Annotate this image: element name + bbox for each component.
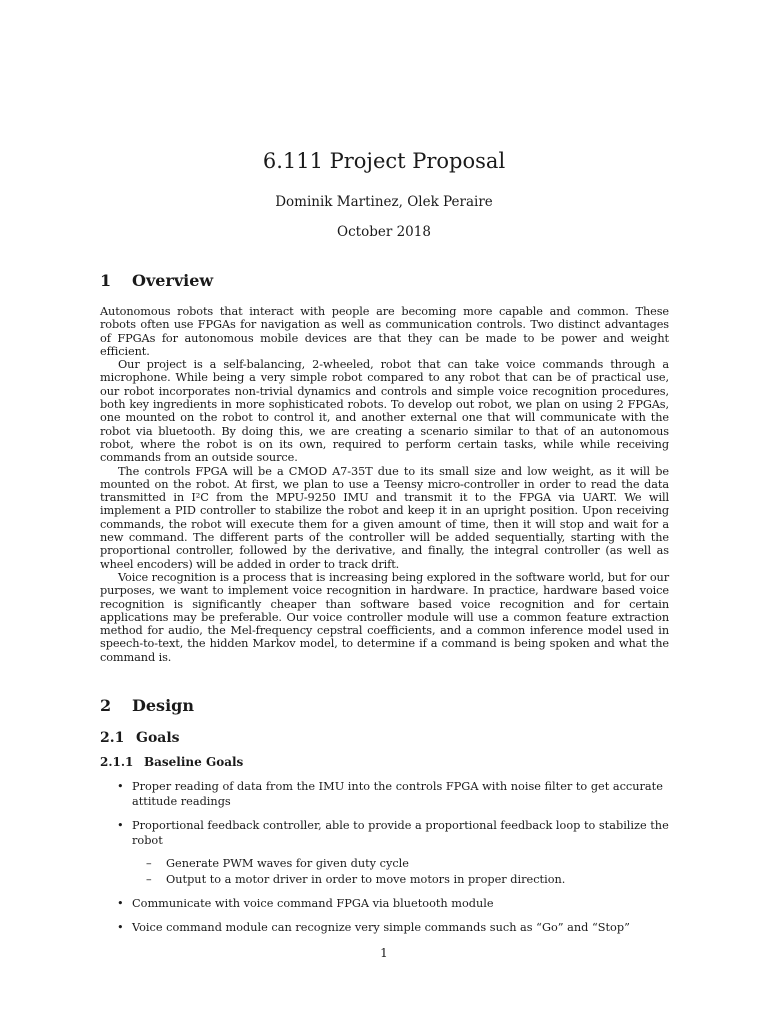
bullet-icon: • [117, 897, 124, 910]
bullet-icon: • [117, 780, 124, 793]
subsubsection-title: Baseline Goals [144, 755, 244, 769]
sub-list-item-text: Output to a motor driver in order to move motors in proper direction. [166, 873, 566, 886]
bullet-icon: • [117, 819, 124, 832]
paragraph: The controls FPGA will be a CMOD A7-35T due to its small size and low weight, as it will be mounted on the robot. At first, we plan to use a Teensy micro-controller in order to read the data transmitted in I²C from the MPU-9250 IMU and transmit it to the FPGA via UART. We will implement a PID controller to stabilize the robot and keep it in an upright position. Upon receiving commands, the robot will execute them for a given amount of time, then it will stop and wait for a new command. The different parts of the controller will be added sequentially, starting with the proportional controller, followed by the derivative, and finally, the integral controller (as well as wheel encoders) will be added in order to track drift. [100, 464, 669, 571]
overview-body [100, 305, 669, 664]
section-title: Design [132, 696, 194, 715]
paragraph: Voice recognition is a process that is increasing being explored in the software world, but for our purposes, we want to implement voice recognition in hardware. In practice, hardware based voice recognition is significantly cheaper than software based voice recognition and for certain applications may be preferable. Our voice controller module will use a common feature extraction method for audio, the Mel-frequency cepstral coefficients, and a common inference model used in speech-to-text, the hidden Markov model, to determine if a command is being spoken and what the command is. [100, 570, 669, 664]
sub-list-item [132, 856, 669, 871]
list-item-text: Proportional feedback controller, able to provide a proportional feedback loop to stabilize the robot [132, 819, 669, 847]
bullet-icon: • [117, 921, 124, 934]
subsubsection-heading-baseline-goals [100, 753, 243, 771]
list-item [100, 920, 669, 935]
list-item [100, 779, 669, 809]
sub-list-item-text: Generate PWM waves for given duty cycle [166, 857, 409, 870]
list-item-text: Proper reading of data from the IMU into the controls FPGA with noise filter to get accurate attitude readings [132, 780, 663, 808]
section-heading-overview [100, 270, 213, 292]
paragraph: Our project is a self-balancing, 2-wheeled, robot that can take voice commands through a microphone. While being a very simple robot compared to any robot that can be of practical use, our robot incorporates non-trivial dynamics and controls and simple voice recognition procedures, both key ingredients in more sophisticated robots. To develop out robot, we plan on using 2 FPGAs, one mounted on the robot to control it, and another external one that will communicate with the robot via bluetooth. By doing this, we are creating a scenario similar to that of an autonomous robot, where the robot is on its own, required to perform certain tasks, while while receiving commands from an outside source. [100, 358, 669, 465]
section-number: 1 [100, 271, 112, 290]
section-heading-design [100, 695, 194, 717]
list-item [100, 896, 669, 911]
page-number: 1 [380, 946, 388, 960]
subsubsection-number: 2.1.1 [100, 755, 134, 769]
paper-date: October 2018 [337, 224, 431, 240]
list-item-text: Voice command module can recognize very simple commands such as “Go” and “Stop” [132, 921, 630, 934]
dash-icon: – [146, 857, 152, 870]
subsection-heading-goals [100, 728, 180, 748]
section-number: 2 [100, 696, 112, 715]
baseline-goals-list [100, 779, 669, 944]
list-item [100, 818, 669, 887]
section-title: Overview [132, 271, 214, 290]
sub-list-item [132, 872, 669, 887]
dash-icon: – [146, 873, 152, 886]
sub-list [132, 856, 669, 887]
paper-authors: Dominik Martinez, Olek Peraire [275, 194, 493, 210]
paragraph: Autonomous robots that interact with people are becoming more capable and common. These robots often use FPGAs for navigation as well as communication controls. Two distinct advantages of FPGAs for autonomous mobile devices are that they can be made to be power and weight efficient. [100, 305, 669, 358]
subsection-number: 2.1 [100, 730, 125, 746]
list-item-text: Communicate with voice command FPGA via bluetooth module [132, 897, 494, 910]
subsection-title: Goals [136, 730, 180, 746]
paper-title: 6.111 Project Proposal [262, 149, 506, 173]
